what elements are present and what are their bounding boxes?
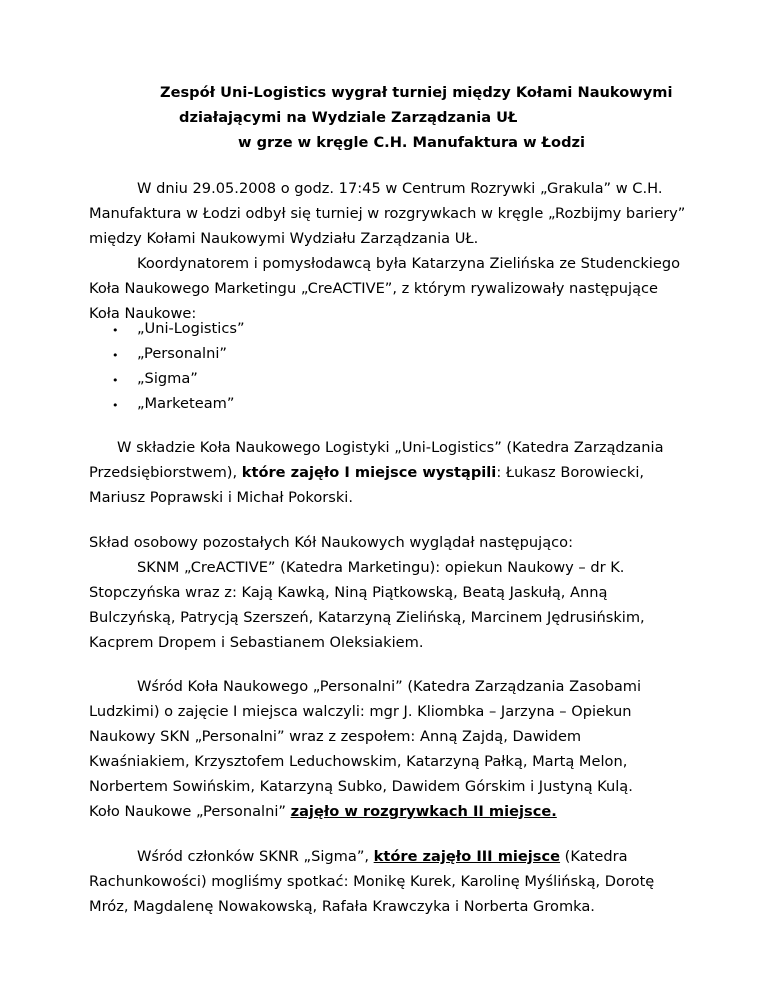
paragraph-line: Mróz, Magdalenę Nowakowską, Rafała Krawczyka i Norberta Gromka. bbox=[89, 898, 595, 915]
paragraph-line: Stopczyńska wraz z: Kają Kawką, Niną Piątkowską, Beatą Jaskułą, Anną bbox=[89, 584, 608, 601]
list-item: „Personalni” bbox=[137, 345, 227, 362]
paragraph-line bbox=[89, 803, 557, 820]
paragraph-line: Skład osobowy pozostałych Kół Naukowych wyglądał następująco: bbox=[89, 534, 574, 551]
paragraph-line: Koła Naukowe: bbox=[89, 305, 197, 322]
text-run: Koło Naukowe „Personalni” bbox=[89, 803, 291, 820]
text-run: (Katedra bbox=[560, 848, 628, 865]
paragraph-line: SKNM „CreACTIVE” (Katedra Marketingu): opiekun Naukowy – dr K. bbox=[137, 559, 625, 576]
paragraph-line bbox=[89, 464, 644, 481]
text-run: Wśród członków SKNR „Sigma”, bbox=[137, 848, 374, 865]
paragraph-line: Koordynatorem i pomysłodawcą była Katarzyna Zielińska ze Studenckiego bbox=[137, 255, 681, 272]
bullet-icon: • bbox=[112, 374, 119, 387]
paragraph-line: Norbertem Sowińskim, Katarzyną Subko, Dawidem Górskim i Justyną Kulą. bbox=[89, 778, 633, 795]
paragraph-line: Kacprem Dropem i Sebastianem Oleksiakiem. bbox=[89, 634, 424, 651]
title-line-2: działającymi na Wydziale Zarządzania UŁ bbox=[179, 109, 518, 126]
paragraph-line: W dniu 29.05.2008 o godz. 17:45 w Centrum Rozrywki „Grakula” w C.H. bbox=[137, 180, 663, 197]
paragraph-line: Naukowy SKN „Personalni” wraz z zespołem: Anną Zajdą, Dawidem bbox=[89, 728, 582, 745]
title-line-3: w grze w kręgle C.H. Manufaktura w Łodzi bbox=[238, 134, 586, 151]
paragraph-line: Koła Naukowego Marketingu „CreACTIVE”, z którym rywalizowały następujące bbox=[89, 280, 659, 297]
list-item: „Sigma” bbox=[137, 370, 198, 387]
emphasis-text: które zajęło I miejsce wystąpili bbox=[241, 464, 497, 481]
list-item: „Uni-Logistics” bbox=[137, 320, 245, 337]
paragraph-line: Kwaśniakiem, Krzysztofem Leduchowskim, Katarzyną Pałką, Martą Melon, bbox=[89, 753, 628, 770]
paragraph-line: Ludzkimi) o zajęcie I miejsca walczyli: mgr J. Kliombka – Jarzyna – Opiekun bbox=[89, 703, 632, 720]
bullet-icon: • bbox=[112, 324, 119, 337]
paragraph-line: Bulczyńską, Patrycją Szerszeń, Katarzyną Zielińską, Marcinem Jędrusińskim, bbox=[89, 609, 645, 626]
bullet-icon: • bbox=[112, 349, 119, 362]
paragraph-line: między Kołami Naukowymi Wydziału Zarządzania UŁ. bbox=[89, 230, 479, 247]
emphasis-text: które zajęło III miejsce bbox=[373, 848, 561, 865]
emphasis-text: zajęło w rozgrywkach II miejsce. bbox=[290, 803, 557, 820]
text-run: : Łukasz Borowiecki, bbox=[496, 464, 645, 481]
paragraph-line: Rachunkowości) mogliśmy spotkać: Monikę Kurek, Karolinę Myślińską, Dorotę bbox=[89, 873, 655, 890]
bullet-icon: • bbox=[112, 399, 119, 412]
paragraph-line bbox=[137, 848, 628, 865]
paragraph-line: Wśród Koła Naukowego „Personalni” (Katedra Zarządzania Zasobami bbox=[137, 678, 642, 695]
list-item: „Marketeam” bbox=[137, 395, 235, 412]
title-line-1: Zespół Uni-Logistics wygrał turniej między Kołami Naukowymi bbox=[160, 84, 673, 101]
paragraph-line: Mariusz Poprawski i Michał Pokorski. bbox=[89, 489, 353, 506]
paragraph-line: Manufaktura w Łodzi odbył się turniej w rozgrywkach w kręgle „Rozbijmy bariery” bbox=[89, 205, 686, 222]
text-run: Przedsiębiorstwem), bbox=[89, 464, 242, 481]
paragraph-line: W składzie Koła Naukowego Logistyki „Uni-Logistics” (Katedra Zarządzania bbox=[117, 439, 664, 456]
